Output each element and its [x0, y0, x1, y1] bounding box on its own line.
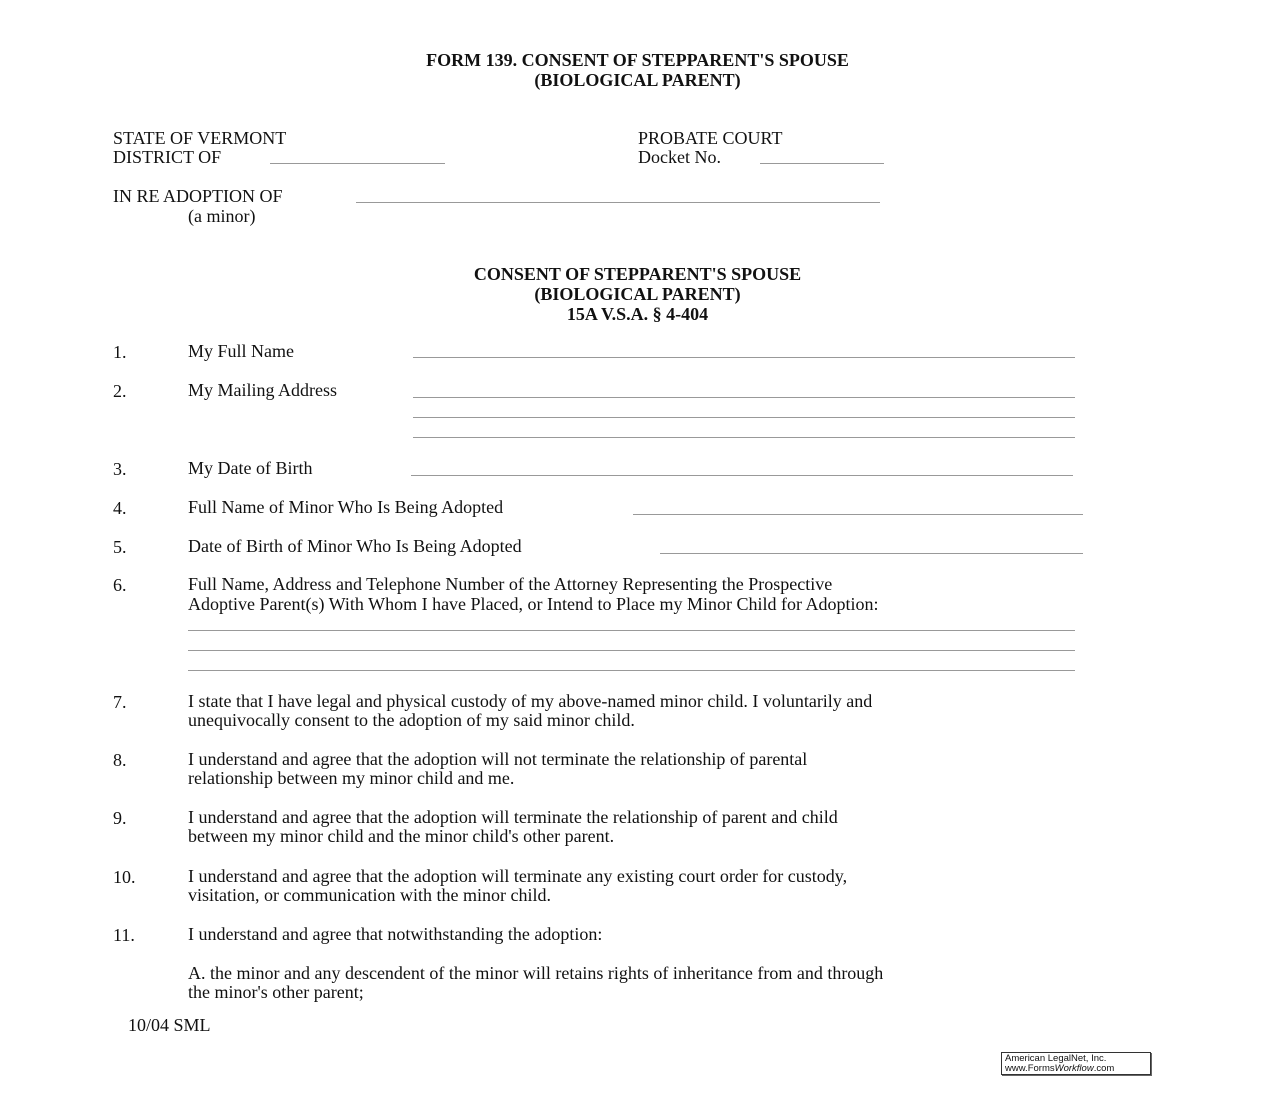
item-10-text: I understand and agree that the adoption will terminate any existing court order for custody,: [188, 866, 848, 886]
adoption-name-field[interactable]: [356, 202, 880, 203]
item-number: 11.: [113, 925, 135, 945]
attorney-field-3[interactable]: [188, 670, 1075, 671]
item-number: 4.: [113, 498, 127, 518]
item-number: 5.: [113, 537, 127, 557]
attorney-field-2[interactable]: [188, 650, 1075, 651]
address-field-3[interactable]: [413, 437, 1075, 438]
attorney-label-2: Adoptive Parent(s) With Whom I have Placed, or Intend to Place my Minor Child for Adoption:: [188, 594, 879, 614]
badge-line-2: [1005, 1064, 1147, 1074]
item-number: 2.: [113, 381, 127, 401]
item-number: 9.: [113, 808, 127, 828]
form-code: 10/04 SML: [128, 1015, 211, 1035]
state-label: STATE OF VERMONT: [113, 128, 287, 148]
publisher-badge: [1001, 1052, 1151, 1075]
item-8-text-2: relationship between my minor child and me.: [188, 768, 515, 788]
item-number: 6.: [113, 575, 127, 595]
minor-name-label: Full Name of Minor Who Is Being Adopted: [188, 497, 504, 517]
form-title-sub: (BIOLOGICAL PARENT): [534, 70, 741, 90]
badge-url-post: .com: [1093, 1063, 1115, 1074]
item-9-text-2: between my minor child and the minor child's other parent.: [188, 826, 615, 846]
statute-reference: 15A V.S.A. § 4-404: [566, 304, 709, 324]
docket-field[interactable]: [760, 163, 884, 164]
item-number: 7.: [113, 692, 127, 712]
form-title: FORM 139. CONSENT OF STEPPARENT'S SPOUSE: [426, 50, 849, 70]
item-number: 3.: [113, 459, 127, 479]
attorney-field-1[interactable]: [188, 630, 1075, 631]
item-7-text-2: unequivocally consent to the adoption of my said minor child.: [188, 710, 635, 730]
minor-dob-label: Date of Birth of Minor Who Is Being Adopted: [188, 536, 522, 556]
full-name-label: My Full Name: [188, 341, 294, 361]
docket-label: Docket No.: [638, 147, 721, 167]
dob-label: My Date of Birth: [188, 458, 313, 478]
item-number: 8.: [113, 750, 127, 770]
item-8-text: I understand and agree that the adoption will not terminate the relationship of parental: [188, 749, 808, 769]
item-11a-text-2: the minor's other parent;: [188, 982, 364, 1002]
consent-heading: CONSENT OF STEPPARENT'S SPOUSE: [473, 264, 802, 284]
item-number: 1.: [113, 342, 127, 362]
minor-label: (a minor): [188, 206, 256, 226]
minor-dob-field[interactable]: [660, 553, 1083, 554]
minor-name-field[interactable]: [633, 514, 1083, 515]
address-field-1[interactable]: [413, 397, 1075, 398]
district-field[interactable]: [270, 163, 445, 164]
address-field-2[interactable]: [413, 417, 1075, 418]
court-label: PROBATE COURT: [638, 128, 783, 148]
item-9-text: I understand and agree that the adoption will terminate the relationship of parent and child: [188, 807, 838, 827]
consent-heading-sub: (BIOLOGICAL PARENT): [534, 284, 741, 304]
dob-field[interactable]: [411, 475, 1073, 476]
item-7-text: I state that I have legal and physical custody of my above-named minor child. I voluntarily and: [188, 691, 873, 711]
attorney-label: Full Name, Address and Telephone Number of the Attorney Representing the Prospective: [188, 574, 833, 594]
item-number: 10.: [113, 867, 136, 887]
district-label: DISTRICT OF: [113, 147, 222, 167]
full-name-field[interactable]: [413, 357, 1075, 358]
mailing-address-label: My Mailing Address: [188, 380, 338, 400]
item-11-text: I understand and agree that notwithstanding the adoption:: [188, 924, 603, 944]
adoption-label: IN RE ADOPTION OF: [113, 186, 283, 206]
badge-url-em: Workflow: [1054, 1063, 1094, 1074]
item-10-text-2: visitation, or communication with the minor child.: [188, 885, 551, 905]
badge-url-pre: www.Forms: [1005, 1063, 1055, 1074]
item-11a-text: A. the minor and any descendent of the minor will retains rights of inheritance from and through: [188, 963, 884, 983]
badge-line-1: American LegalNet, Inc.: [1005, 1053, 1107, 1064]
